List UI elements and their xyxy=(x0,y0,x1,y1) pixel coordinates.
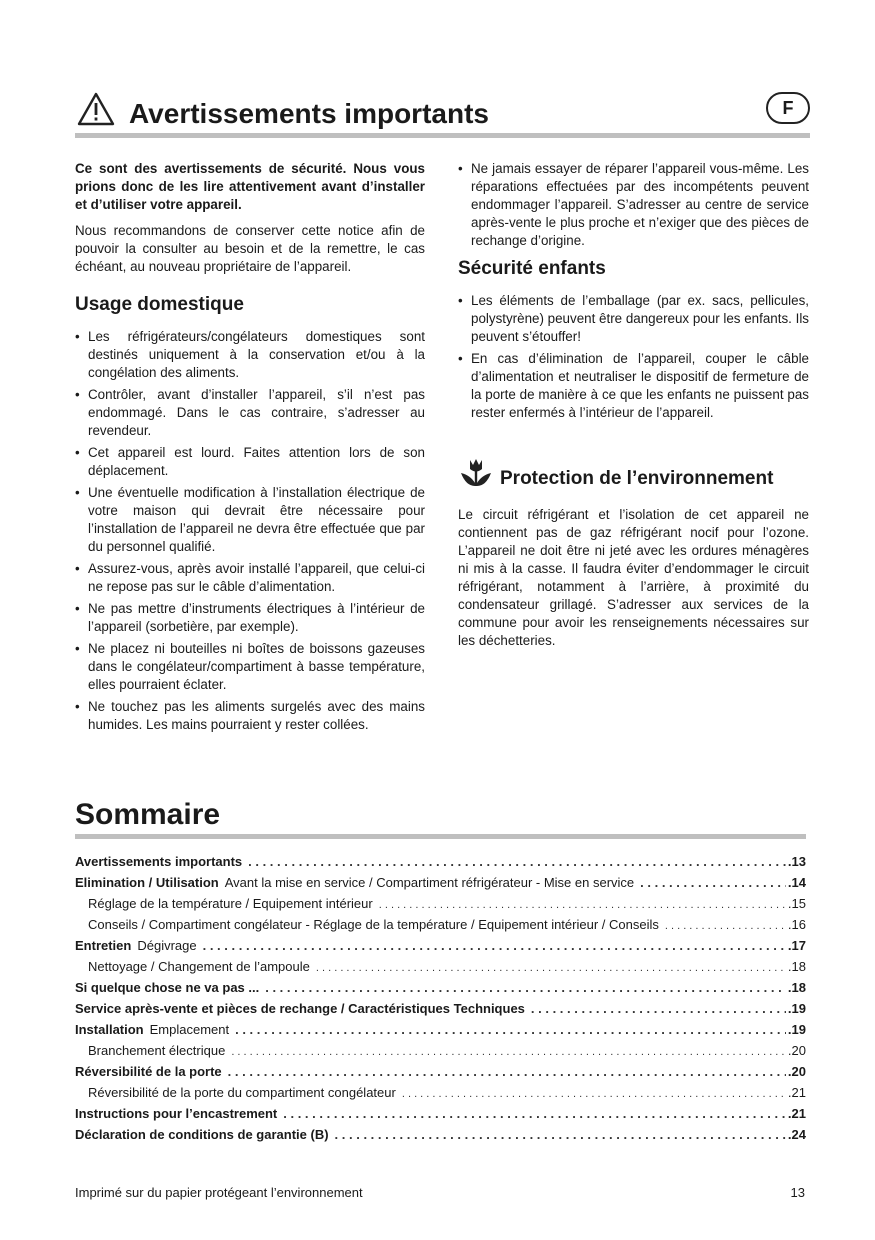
toc-page-number: .13 xyxy=(787,854,806,869)
page-number: 13 xyxy=(790,1185,805,1200)
toc-entry-subtitle: Conseils / Compartiment congélateur - Réglage de la température / Equipement intérieur / Conseils xyxy=(88,917,659,932)
toc-page-number: .19 xyxy=(787,1022,806,1037)
list-item: • Cet appareil est lourd. Faites attention lors de son déplacement. xyxy=(75,444,425,480)
toc-entry-title: Déclaration de conditions de garantie (B) xyxy=(75,1127,329,1142)
toc-page-number: .21 xyxy=(787,1106,806,1121)
toc-entry-title: Avertissements importants xyxy=(75,854,243,869)
toc-page-number: .15 xyxy=(787,896,806,911)
toc-row[interactable] xyxy=(75,1043,806,1064)
toc-row[interactable] xyxy=(75,1064,806,1085)
toc-entry-title: Entretien xyxy=(75,938,132,953)
toc-entry-subtitle: Branchement électrique xyxy=(88,1043,226,1058)
toc-row[interactable] xyxy=(75,938,806,959)
toc-page-number: .20 xyxy=(787,1043,806,1058)
usage-list xyxy=(75,328,425,734)
toc-leader-dots xyxy=(265,980,786,995)
toc-entry-title: Installation xyxy=(75,1022,144,1037)
toc-row[interactable] xyxy=(75,959,806,980)
list-item: • Ne placez ni bouteilles ni boîtes de boissons gazeuses dans le congélateur/compartiment à basse température, elles pourraient éclater. xyxy=(75,640,425,694)
toc-entry-subtitle: Emplacement xyxy=(149,1022,230,1037)
list-item: • Ne pas mettre d’instruments électriques à l’intérieur de l’appareil (sorbetière, par exemple). xyxy=(75,600,425,636)
toc-leader-dots xyxy=(665,920,786,932)
toc-entry-title: Elimination / Utilisation xyxy=(75,875,219,890)
toc-leader-dots xyxy=(531,1001,786,1016)
toc-row[interactable] xyxy=(75,980,806,1001)
toc-leader-dots xyxy=(248,854,786,869)
table-of-contents xyxy=(75,854,806,1148)
intro-text: Nous recommandons de conserver cette notice afin de pouvoir la consulter au besoin et de la remettre, le cas échéant, au nouveau propriétaire de l’appareil. xyxy=(75,223,425,274)
page-title: Avertissements importants xyxy=(129,98,489,129)
toc-leader-dots xyxy=(379,899,786,911)
list-item: • Contrôler, avant d’installer l’appareil, s’il n’est pas endommagé. Dans le cas contraire, s’adresser au revendeur. xyxy=(75,386,425,440)
section-title-securite: Sécurité enfants xyxy=(458,258,606,279)
toc-row[interactable] xyxy=(75,875,806,896)
list-item: • Les réfrigérateurs/congélateurs domestiques sont destinés uniquement à la conservation et/ou à la congélation des aliments. xyxy=(75,328,425,382)
flower-icon xyxy=(458,456,494,490)
language-badge: F xyxy=(766,92,810,124)
toc-entry-title: Si quelque chose ne va pas ... xyxy=(75,980,260,995)
toc-leader-dots xyxy=(228,1064,786,1079)
toc-page-number: .19 xyxy=(787,1001,806,1016)
list-item: • En cas d’élimination de l’appareil, couper le câble d’alimentation et neutraliser le dispositif de fermeture de la porte de manière à ce que les enfants ne puissent pas rester enfermés à l’intérieur de l’appareil. xyxy=(458,350,809,422)
securite-list xyxy=(458,292,809,422)
list-item: • Les éléments de l’emballage (par ex. sacs, pellicules, polystyrène) peuvent être dangereux pour les enfants. Ils peuvent s’étouffer! xyxy=(458,292,809,346)
toc-entry-title: Service après-vente et pièces de rechange / Caractéristiques Techniques xyxy=(75,1001,525,1016)
toc-entry-subtitle: Réversibilité de la porte du compartiment congélateur xyxy=(88,1085,396,1100)
toc-leader-dots xyxy=(235,1022,786,1037)
toc-page-number: .14 xyxy=(787,875,806,890)
toc-leader-dots xyxy=(283,1106,786,1121)
section-title-environnement: Protection de l’environnement xyxy=(500,468,774,489)
toc-entry-subtitle: Réglage de la température / Equipement intérieur xyxy=(88,896,373,911)
toc-entry-subtitle: Dégivrage xyxy=(137,938,197,953)
header-divider xyxy=(75,133,810,138)
toc-leader-dots xyxy=(231,1046,786,1058)
toc-leader-dots xyxy=(335,1127,786,1142)
toc-leader-dots xyxy=(316,962,786,974)
intro-bold-text: Ce sont des avertissements de sécurité. Nous vous prions donc de les lire attentivement avant d’installer et d’utiliser votre appareil. xyxy=(75,161,425,212)
toc-entry-title: Instructions pour l’encastrement xyxy=(75,1106,278,1121)
toc-row[interactable] xyxy=(75,1085,806,1106)
toc-title: Sommaire xyxy=(75,798,221,831)
toc-entry-subtitle: Nettoyage / Changement de l’ampoule xyxy=(88,959,310,974)
toc-page-number: .18 xyxy=(787,959,806,974)
list-item: • Assurez-vous, après avoir installé l’appareil, que celui-ci ne repose pas sur le câble d’alimentation. xyxy=(75,560,425,596)
toc-row[interactable] xyxy=(75,917,806,938)
warning-triangle-icon xyxy=(77,92,115,126)
toc-page-number: .18 xyxy=(787,980,806,995)
list-item: • Une éventuelle modification à l’installation électrique de votre maison qui devrait être nécessaire pour l’installation de l’appareil ne devra être effectuée que par du personnel qualifié. xyxy=(75,484,425,556)
environment-heading xyxy=(458,456,809,490)
environment-text: Le circuit réfrigérant et l’isolation de cet appareil ne contiennent pas de gaz réfrigérant nocif pour l’ozone. L’appareil ne doit être ni jeté avec les ordures ménagères ni mis à la casse. Il faudra éviter d’endommager le circuit réfrigérant, notamment à l’arrière, à proximité du condensateur grillagé. S’adresser aux services de la commune pour avoir les renseignements nécessaires sur les déchetteries. xyxy=(458,507,809,648)
toc-page-number: .17 xyxy=(787,938,806,953)
toc-row[interactable] xyxy=(75,1127,806,1148)
toc-row[interactable] xyxy=(75,1001,806,1022)
section-title-usage: Usage domestique xyxy=(75,294,244,315)
toc-divider xyxy=(75,834,806,839)
toc-entry-title: Réversibilité de la porte xyxy=(75,1064,222,1079)
toc-page-number: .16 xyxy=(787,917,806,932)
list-item: • Ne jamais essayer de réparer l’appareil vous-même. Les réparations effectuées par des incompétents peuvent endommager l’appareil. S’adresser au centre de service après-vente le plus proche et n’exiger que des pièces de rechange d’origine. xyxy=(458,160,809,250)
toc-row[interactable] xyxy=(75,1106,806,1127)
toc-leader-dots xyxy=(640,875,786,890)
toc-row[interactable] xyxy=(75,1022,806,1043)
toc-page-number: .21 xyxy=(787,1085,806,1100)
toc-entry-subtitle: Avant la mise en service / Compartiment réfrigérateur - Mise en service xyxy=(224,875,635,890)
footer-note: Imprimé sur du papier protégeant l’environnement xyxy=(75,1185,363,1200)
toc-row[interactable] xyxy=(75,854,806,875)
page-header xyxy=(75,88,810,134)
toc-leader-dots xyxy=(402,1088,786,1100)
toc-page-number: .20 xyxy=(787,1064,806,1079)
left-column xyxy=(75,160,425,738)
right-column xyxy=(458,160,809,650)
list-item: • Ne touchez pas les aliments surgelés avec des mains humides. Les mains pourraient y rester collées. xyxy=(75,698,425,734)
repair-list xyxy=(458,160,809,250)
toc-leader-dots xyxy=(203,938,786,953)
toc-row[interactable] xyxy=(75,896,806,917)
toc-page-number: .24 xyxy=(787,1127,806,1142)
